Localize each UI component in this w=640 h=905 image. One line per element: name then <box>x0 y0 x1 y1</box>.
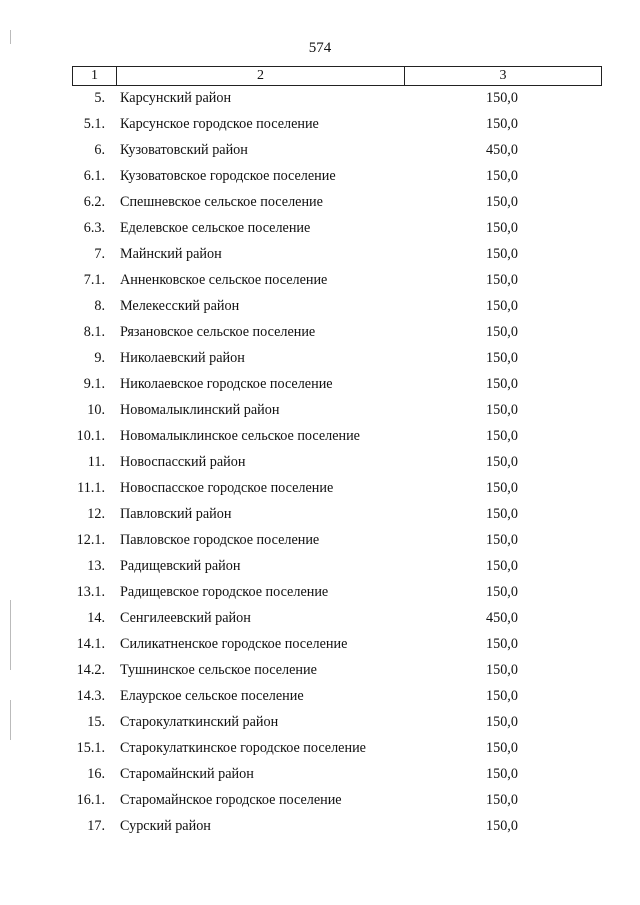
row-value: 150,0 <box>486 246 518 262</box>
row-value: 450,0 <box>486 610 518 626</box>
row-name: Тушнинское сельское поселение <box>120 662 317 678</box>
row-number: 8.1. <box>83 324 105 340</box>
row-number: 14.1. <box>76 636 105 652</box>
table-row <box>0 426 640 452</box>
table-row <box>0 686 640 712</box>
table-row <box>0 88 640 114</box>
row-number: 12.1. <box>76 532 105 548</box>
row-number: 14.3. <box>76 688 105 704</box>
row-number: 6.2. <box>83 194 105 210</box>
row-name: Новоспасский район <box>120 454 246 470</box>
row-value: 150,0 <box>486 272 518 288</box>
row-name: Еделевское сельское поселение <box>120 220 311 236</box>
table-row <box>0 712 640 738</box>
row-value: 150,0 <box>486 376 518 392</box>
scan-artifact <box>10 700 11 740</box>
row-number: 9. <box>94 350 105 366</box>
row-number: 5. <box>94 90 105 106</box>
table-row <box>0 790 640 816</box>
row-name: Рязановское сельское поселение <box>120 324 316 340</box>
table-header <box>72 66 602 86</box>
row-value: 150,0 <box>486 402 518 418</box>
table-row <box>0 452 640 478</box>
table-row <box>0 270 640 296</box>
row-number: 10. <box>87 402 105 418</box>
row-number: 5.1. <box>83 116 105 132</box>
row-value: 150,0 <box>486 662 518 678</box>
row-value: 150,0 <box>486 480 518 496</box>
row-number: 6. <box>94 142 105 158</box>
row-value: 150,0 <box>486 558 518 574</box>
page-number: 574 <box>308 40 332 56</box>
table-row <box>0 530 640 556</box>
table-row <box>0 400 640 426</box>
row-value: 150,0 <box>486 350 518 366</box>
row-name: Старокулаткинское городское поселение <box>120 740 366 756</box>
table-row <box>0 192 640 218</box>
table-row <box>0 816 640 842</box>
table-row <box>0 166 640 192</box>
row-value: 150,0 <box>486 636 518 652</box>
header-col-3: 3 <box>499 68 507 83</box>
row-number: 15.1. <box>76 740 105 756</box>
row-name: Николаевский район <box>120 350 245 366</box>
row-value: 150,0 <box>486 818 518 834</box>
row-name: Старомайнский район <box>120 766 254 782</box>
row-name: Майнский район <box>120 246 222 262</box>
row-value: 150,0 <box>486 714 518 730</box>
row-number: 7. <box>94 246 105 262</box>
row-number: 11.1. <box>77 480 105 496</box>
table-row <box>0 114 640 140</box>
row-value: 150,0 <box>486 298 518 314</box>
table-row <box>0 322 640 348</box>
scan-artifact <box>10 30 11 44</box>
table-row <box>0 582 640 608</box>
row-number: 15. <box>87 714 105 730</box>
header-col-1: 1 <box>73 67 117 85</box>
row-name: Сурский район <box>120 818 211 834</box>
row-number: 13. <box>87 558 105 574</box>
table-row <box>0 374 640 400</box>
table-row <box>0 660 640 686</box>
row-number: 16. <box>87 766 105 782</box>
row-number: 7.1. <box>83 272 105 288</box>
row-number: 6.3. <box>83 220 105 236</box>
row-value: 150,0 <box>486 506 518 522</box>
row-value: 150,0 <box>486 792 518 808</box>
row-value: 150,0 <box>486 324 518 340</box>
row-number: 8. <box>94 298 105 314</box>
row-number: 14.2. <box>76 662 105 678</box>
row-number: 17. <box>87 818 105 834</box>
row-value: 450,0 <box>486 142 518 158</box>
row-name: Старомайнское городское поселение <box>120 792 342 808</box>
row-value: 150,0 <box>486 740 518 756</box>
row-name: Радищевский район <box>120 558 241 574</box>
row-name: Анненковское сельское поселение <box>120 272 328 288</box>
row-value: 150,0 <box>486 428 518 444</box>
row-name: Павловский район <box>120 506 232 522</box>
row-number: 12. <box>87 506 105 522</box>
row-name: Карсунский район <box>120 90 232 106</box>
row-name: Кузоватовский район <box>120 142 248 158</box>
row-name: Новомалыклинский район <box>120 402 280 418</box>
row-value: 150,0 <box>486 194 518 210</box>
table-row <box>0 608 640 634</box>
row-number: 16.1. <box>76 792 105 808</box>
row-name: Старокулаткинский район <box>120 714 279 730</box>
row-name: Сенгилеевский район <box>120 610 251 626</box>
row-number: 10.1. <box>76 428 105 444</box>
row-value: 150,0 <box>486 116 518 132</box>
table-row <box>0 218 640 244</box>
table-row <box>0 244 640 270</box>
row-name: Новоспасское городское поселение <box>120 480 334 496</box>
row-number: 9.1. <box>83 376 105 392</box>
row-value: 150,0 <box>486 454 518 470</box>
row-name: Кузоватовское городское поселение <box>120 168 336 184</box>
table-row <box>0 738 640 764</box>
header-col-2: 2 <box>117 67 405 85</box>
table-row <box>0 764 640 790</box>
row-name: Николаевское городское поселение <box>120 376 333 392</box>
row-number: 11. <box>87 454 105 470</box>
row-name: Силикатненское городское поселение <box>120 636 348 652</box>
table-row <box>0 478 640 504</box>
row-number: 14. <box>87 610 105 626</box>
table-row <box>0 556 640 582</box>
row-number: 6.1. <box>83 168 105 184</box>
row-value: 150,0 <box>486 766 518 782</box>
row-name: Павловское городское поселение <box>120 532 320 548</box>
row-name: Спешневское сельское поселение <box>120 194 323 210</box>
table-row <box>0 140 640 166</box>
table-row <box>0 348 640 374</box>
row-name: Мелекесский район <box>120 298 240 314</box>
row-name: Елаурское сельское поселение <box>120 688 304 704</box>
row-number: 13.1. <box>76 584 105 600</box>
row-value: 150,0 <box>486 90 518 106</box>
row-name: Карсунское городское поселение <box>120 116 319 132</box>
table-body <box>0 88 640 842</box>
row-value: 150,0 <box>486 168 518 184</box>
table-row <box>0 634 640 660</box>
row-name: Новомалыклинское сельское поселение <box>120 428 360 444</box>
row-name: Радищевское городское поселение <box>120 584 329 600</box>
table-row <box>0 296 640 322</box>
row-value: 150,0 <box>486 532 518 548</box>
scan-artifact <box>10 600 11 670</box>
row-value: 150,0 <box>486 688 518 704</box>
row-value: 150,0 <box>486 584 518 600</box>
row-value: 150,0 <box>486 220 518 236</box>
table-row <box>0 504 640 530</box>
